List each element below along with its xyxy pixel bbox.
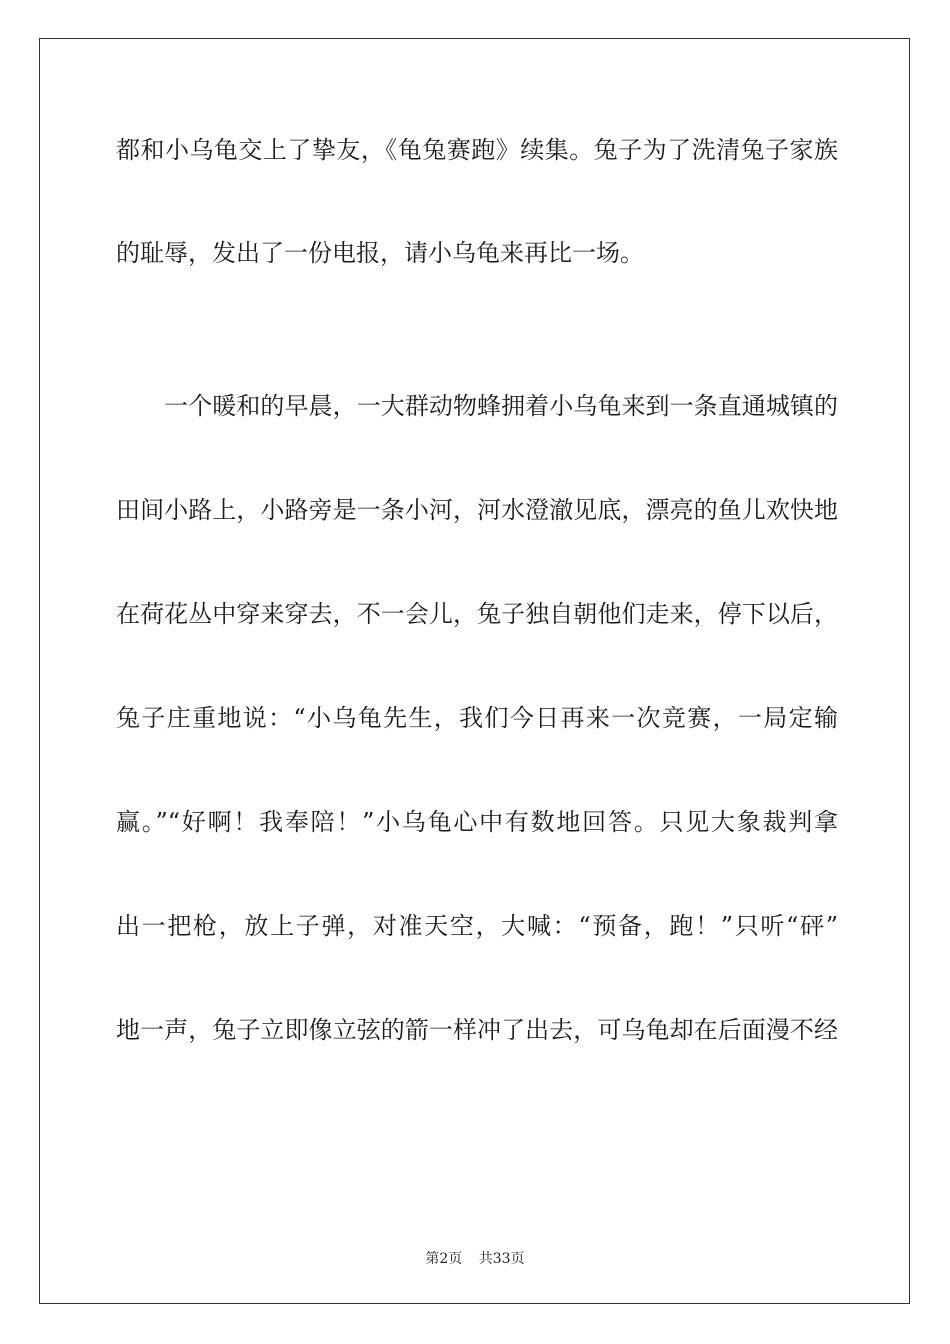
page-footer xyxy=(0,1248,950,1268)
page-border xyxy=(39,38,910,1304)
text-line: 出一把枪，放上子弹，对准天空，大喊：“预备，跑！”只听“砰” xyxy=(116,912,838,940)
page-total: 共33页 xyxy=(478,1251,525,1267)
text-line: 在荷花丛中穿来穿去，不一会儿，兔子独自朝他们走来，停下以后， xyxy=(116,600,838,628)
text-line: 都和小乌龟交上了挚友，《龟兔赛跑》续集。兔子为了洗清兔子家族 xyxy=(116,136,838,164)
page-number: 第2页 xyxy=(425,1251,463,1267)
text-line: 赢。”“好啊！我奉陪！”小乌龟心中有数地回答。只见大象裁判拿 xyxy=(116,808,838,836)
text-line: 的耻辱，发出了一份电报，请小乌龟来再比一场。 xyxy=(116,239,644,267)
text-line: 一个暖和的早晨，一大群动物蜂拥着小乌龟来到一条直通城镇的 xyxy=(116,392,838,420)
text-line: 田间小路上，小路旁是一条小河，河水澄澈见底，漂亮的鱼儿欢快地 xyxy=(116,496,838,524)
text-line: 兔子庄重地说：“小乌龟先生，我们今日再来一次竞赛，一局定输 xyxy=(116,704,838,732)
text-line: 地一声，兔子立即像立弦的箭一样冲了出去，可乌龟却在后面漫不经 xyxy=(116,1016,838,1044)
